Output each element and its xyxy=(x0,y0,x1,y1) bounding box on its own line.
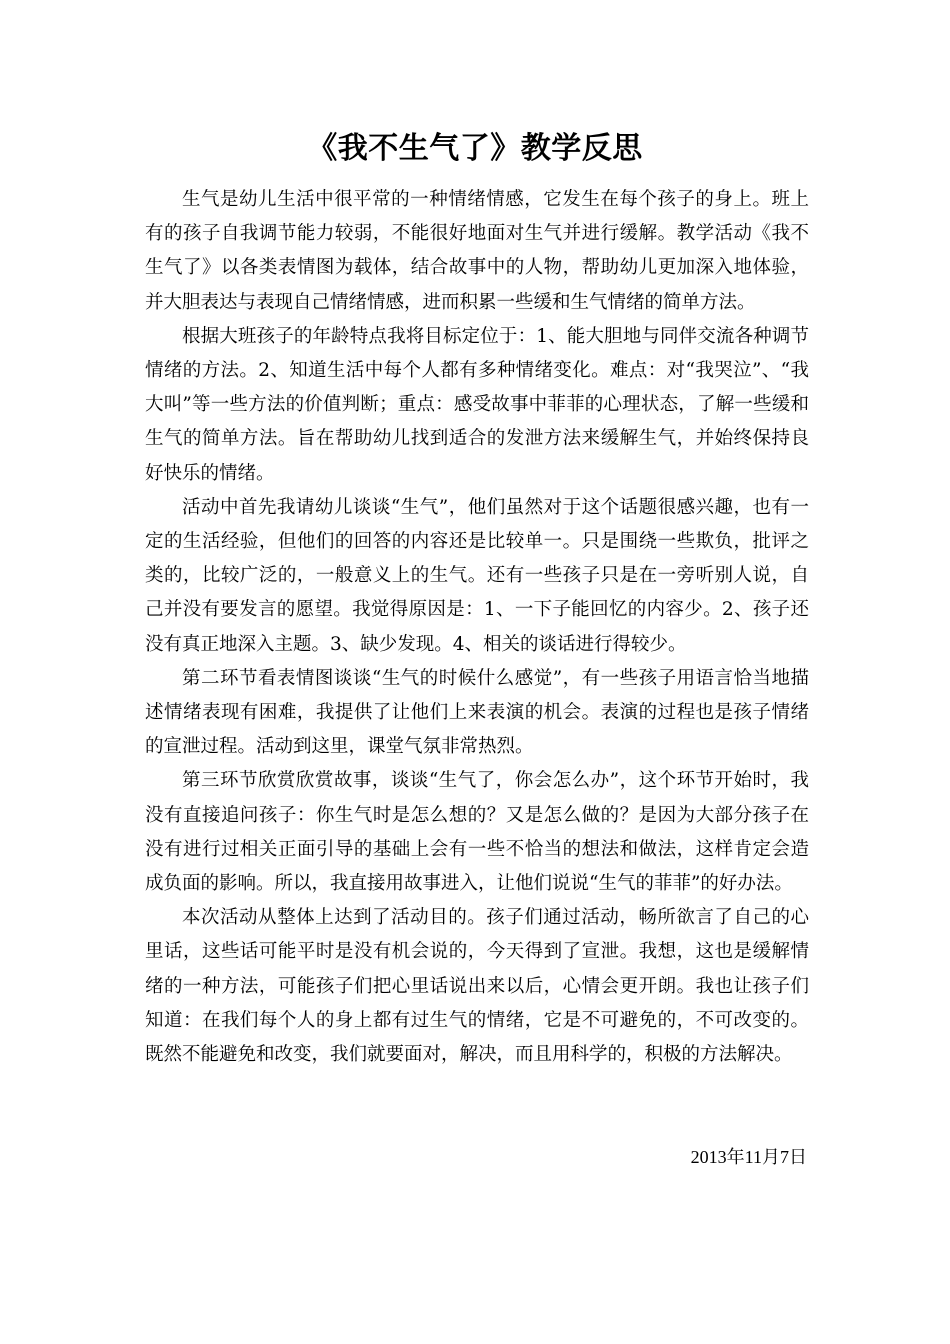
document-body xyxy=(145,183,809,1072)
paragraph-second-step: 第二环节看表情图谈谈“生气的时候什么感觉”，有一些孩子用语言恰当地描述情绪表现有困难，我提供了让他们上来表演的机会。表演的过程也是孩子情绪的宣泄过程。活动到这里，课堂气氛非常热烈。 xyxy=(145,667,809,758)
paragraph-conclusion: 本次活动从整体上达到了活动目的。孩子们通过活动，畅所欲言了自己的心里话，这些话可能平时是没有机会说的，今天得到了宣泄。我想，这也是缓解情绪的一种方法，可能孩子们把心里话说出来以后，心情会更开朗。我也让孩子们知道：在我们每个人的身上都有过生气的情绪，它是不可避免的，不可改变的。既然不能避免和改变，我们就要面对，解决，而且用科学的，积极的方法解决。 xyxy=(145,907,809,1066)
paragraph-intro: 生气是幼儿生活中很平常的一种情绪情感，它发生在每个孩子的身上。班上有的孩子自我调节能力较弱，不能很好地面对生气并进行缓解。教学活动《我不生气了》以各类表情图为载体，结合故事中的人物，帮助幼儿更加深入地体验，并大胆表达与表现自己情绪情感，进而积累一些缓和生气情绪的简单方法。 xyxy=(145,189,809,313)
paragraph-third-step: 第三环节欣赏欣赏故事，谈谈“生气了，你会怎么办”，这个环节开始时，我没有直接追问孩子：你生气时是怎么想的？又是怎么做的？是因为大部分孩子在没有进行过相关正面引导的基础上会有一些不恰当的想法和做法，这样肯定会造成负面的影响。所以，我直接用故事进入，让他们说说“生气的菲菲”的好办法。 xyxy=(145,770,809,895)
document-date: 2013年11月7日 xyxy=(690,1147,807,1167)
document-title: 《我不生气了》教学反思 xyxy=(307,131,643,166)
paragraph-activity-start: 活动中首先我请幼儿谈谈“生气”，他们虽然对于这个话题很感兴趣，也有一定的生活经验，但他们的回答的内容还是比较单一。只是围绕一些欺负，批评之类的，比较广泛的，一般意义上的生气。还有一些孩子只是在一旁听别人说，自己并没有要发言的愿望。我觉得原因是：1、一下子能回忆的内容少。2、孩子还没有真正地深入主题。3、缺少发现。4、相关的谈话进行得较少。 xyxy=(145,496,809,655)
paragraph-goals: 根据大班孩子的年龄特点我将目标定位于：1、能大胆地与同伴交流各种调节情绪的方法。2、知道生活中每个人都有多种情绪变化。难点：对“我哭泣”、“我大叫”等一些方法的价值判断；重点：感受故事中菲菲的心理状态，了解一些缓和生气的简单方法。旨在帮助幼儿找到适合的发泄方法来缓解生气，并始终保持良好快乐的情绪。 xyxy=(145,325,809,484)
